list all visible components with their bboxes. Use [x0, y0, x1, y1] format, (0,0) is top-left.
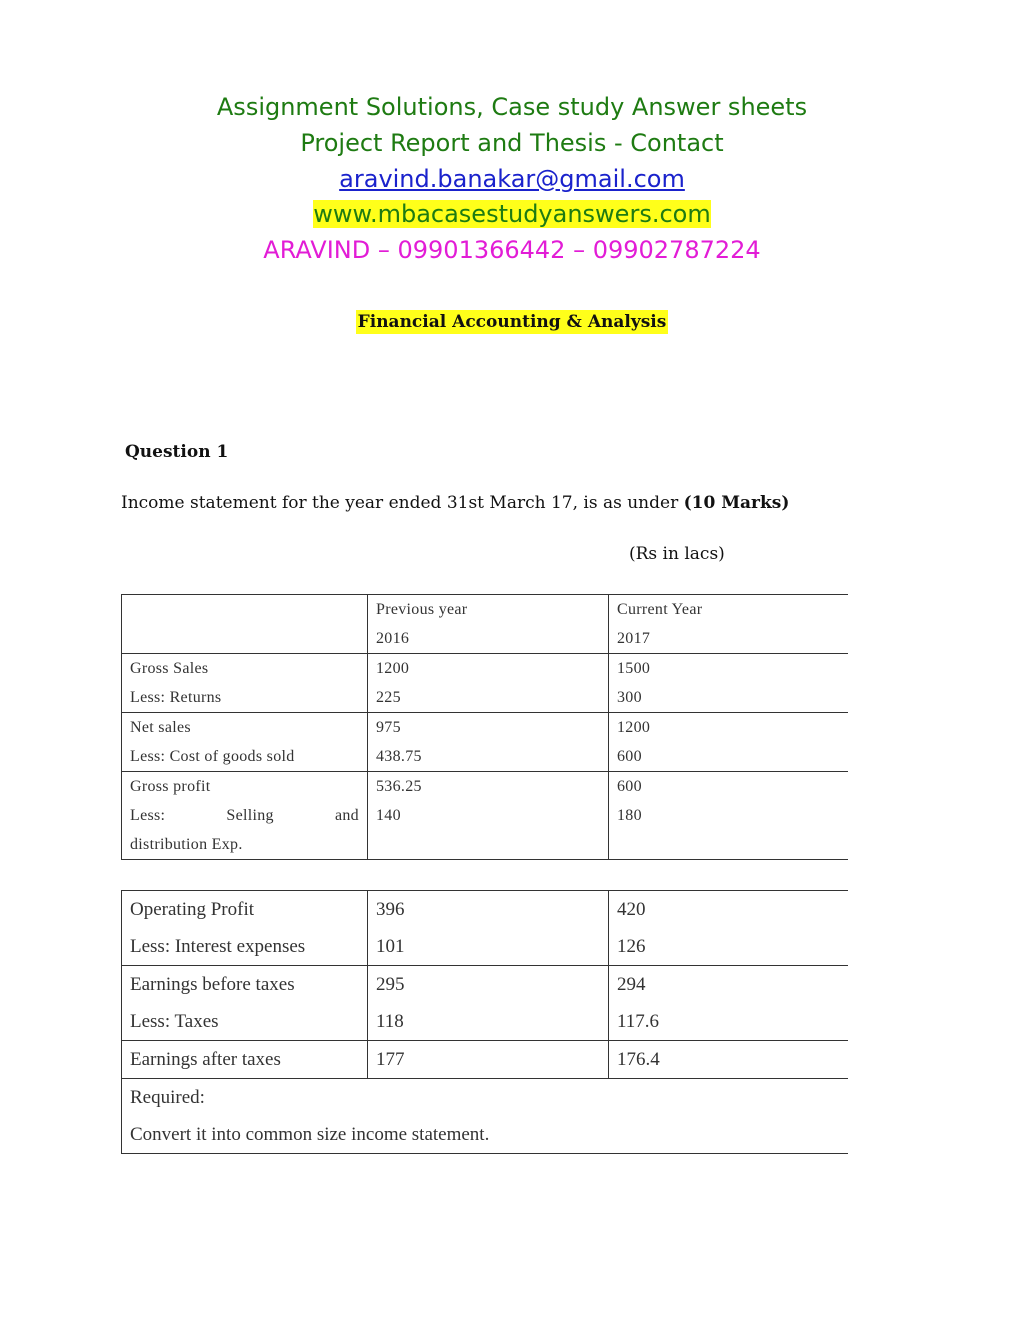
- table-row: [122, 772, 849, 860]
- row-label: Earnings after taxes: [130, 1049, 281, 1070]
- header-line-2: Project Report and Thesis - Contact: [300, 129, 724, 157]
- cell-value: 225: [376, 689, 401, 706]
- header-email-line: [0, 162, 1024, 196]
- row-label: Less: Taxes: [130, 1011, 219, 1032]
- table-cell: [122, 891, 368, 966]
- cell-value: 1500: [617, 660, 651, 677]
- row-label: Earnings before taxes: [130, 974, 295, 995]
- table-row: [122, 713, 849, 772]
- cell-value: 140: [376, 807, 401, 824]
- table-cell: [122, 1079, 849, 1154]
- table-cell: [368, 595, 609, 654]
- table-cell: [368, 713, 609, 772]
- required-title: Required:: [130, 1087, 205, 1108]
- header-line-1: Assignment Solutions, Case study Answer sheets: [216, 93, 808, 121]
- table-cell: [122, 1041, 368, 1079]
- cell-value: 101: [376, 936, 405, 957]
- table-cell: [122, 713, 368, 772]
- subject-title-text: Financial Accounting & Analysis: [357, 312, 667, 332]
- unit-note: (Rs in lacs): [629, 544, 725, 564]
- col-header-current: Current Year: [617, 601, 703, 618]
- col-header-previous: Previous year: [376, 601, 468, 618]
- table-cell: [609, 772, 849, 860]
- cell-value: 536.25: [376, 778, 422, 795]
- cell-value: 126: [617, 936, 646, 957]
- row-label: Gross profit: [130, 778, 211, 795]
- cell-value: 1200: [617, 719, 651, 736]
- marks-label: (10 Marks): [683, 493, 790, 513]
- table-row: [122, 1041, 849, 1079]
- col-header-current-year: 2017: [617, 630, 651, 647]
- table-cell: [609, 891, 849, 966]
- cell-value: 176.4: [617, 1049, 660, 1070]
- table-row: [122, 654, 849, 713]
- subject-title: [0, 312, 1024, 332]
- cell-value: 117.6: [617, 1011, 660, 1032]
- cell-value: 294: [617, 974, 646, 995]
- table-cell: [368, 1041, 609, 1079]
- cell-value: 396: [376, 899, 405, 920]
- row-label: distribution Exp.: [130, 836, 243, 853]
- table-cell: [122, 654, 368, 713]
- cell-value: 295: [376, 974, 405, 995]
- row-label-word: and: [334, 807, 359, 824]
- table-cell: [609, 595, 849, 654]
- cell-value: 975: [376, 719, 401, 736]
- table-row: [122, 891, 849, 966]
- statement-text: Income statement for the year ended 31st March 17, is as under: [121, 493, 679, 513]
- cell-value: 180: [617, 807, 642, 824]
- cell-value: 420: [617, 899, 646, 920]
- cell-value: 600: [617, 778, 642, 795]
- row-label: Less: Cost of goods sold: [130, 748, 295, 765]
- table-cell: [122, 595, 368, 654]
- table-header-row: [122, 595, 849, 654]
- table-cell: [368, 966, 609, 1041]
- header-phone-line: ARAVIND – 09901366442 – 09902787224: [263, 236, 761, 264]
- col-header-previous-year: 2016: [376, 630, 410, 647]
- cell-value: 118: [376, 1011, 404, 1032]
- table-cell: [122, 966, 368, 1041]
- table-cell: [368, 772, 609, 860]
- table-cell: [609, 654, 849, 713]
- row-label-justified: [130, 801, 359, 830]
- cell-value: 438.75: [376, 748, 422, 765]
- table-row: [122, 966, 849, 1041]
- header-website-line: [0, 197, 1024, 231]
- email-link[interactable]: aravind.banakar@gmail.com: [339, 165, 685, 193]
- row-label: Operating Profit: [130, 899, 255, 920]
- table-cell: [609, 1041, 849, 1079]
- row-label-word: Less:: [130, 807, 166, 824]
- row-label: Net sales: [130, 719, 191, 736]
- required-text: Convert it into common size income statement.: [130, 1124, 490, 1145]
- cell-value: 300: [617, 689, 642, 706]
- table-cell: [368, 654, 609, 713]
- question-statement: [121, 493, 789, 513]
- question-title: Question 1: [125, 442, 229, 462]
- income-statement-table-1: [121, 594, 848, 860]
- table-cell: [609, 713, 849, 772]
- row-label: Less: Returns: [130, 689, 222, 706]
- website-link[interactable]: www.mbacasestudyanswers.com: [313, 200, 711, 228]
- income-statement-table-2: [121, 890, 848, 1154]
- table-cell: [368, 891, 609, 966]
- table-row-required: [122, 1079, 849, 1154]
- row-label: Gross Sales: [130, 660, 209, 677]
- row-label-word: Selling: [226, 807, 274, 824]
- row-label: Less: Interest expenses: [130, 936, 306, 957]
- cell-value: 177: [376, 1049, 405, 1070]
- table-cell: [122, 772, 368, 860]
- cell-value: 1200: [376, 660, 410, 677]
- cell-value: 600: [617, 748, 642, 765]
- table-cell: [609, 966, 849, 1041]
